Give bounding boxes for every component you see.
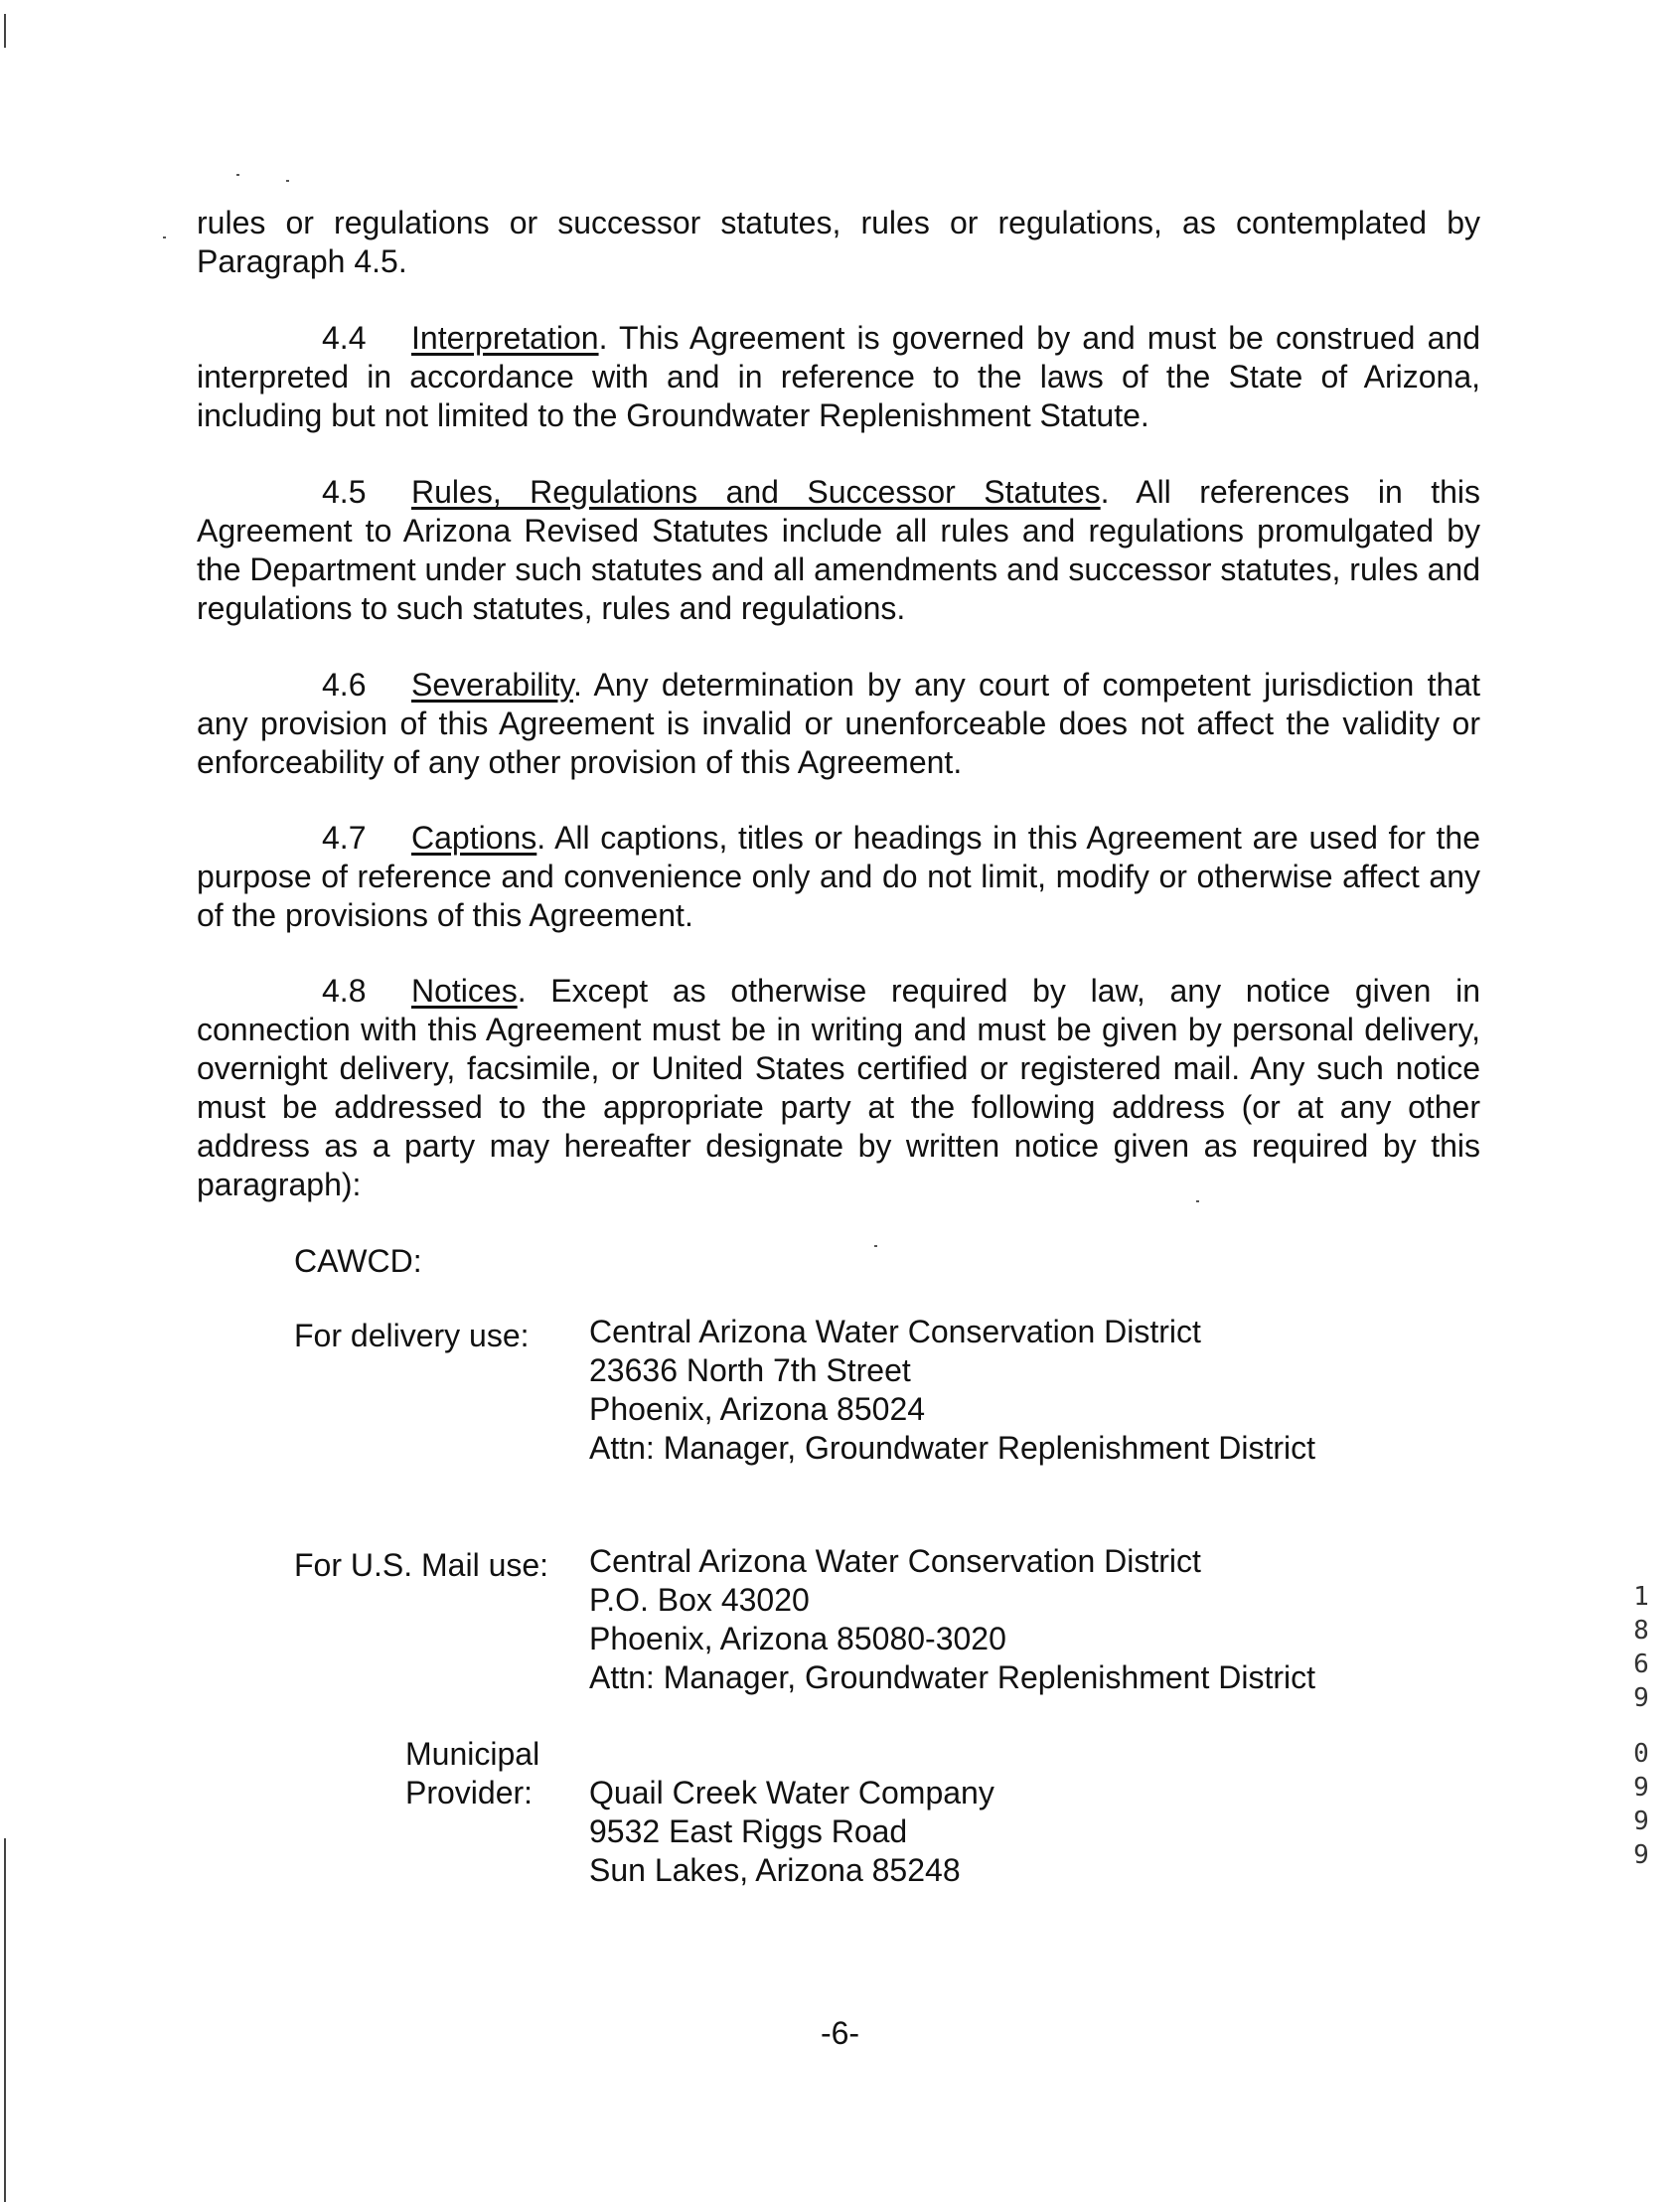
stamp-digit: 6 xyxy=(1633,1650,1649,1679)
address-line: 23636 North 7th Street xyxy=(589,1352,911,1388)
stamp-digit: 9 xyxy=(1633,1807,1649,1836)
provider-label-line: Municipal xyxy=(405,1736,540,1772)
section-caption: Captions xyxy=(411,820,537,856)
section-caption: Severability xyxy=(411,667,574,703)
section-text: . All references in this Agreement to Arizona Revised Statutes include all rules and regulations promulgated by the Department under such statutes and all amendments and successor statutes, rules and regulations to such statutes, rules and regulations. xyxy=(197,474,1480,626)
page-number: -6- xyxy=(820,2015,860,2051)
section-number: 4.6 xyxy=(322,667,367,703)
address-line: Phoenix, Arizona 85080-3020 xyxy=(589,1621,1006,1656)
section-text: . Except as otherwise required by law, any notice given in connection with this Agreement must be in writing and must be given by personal delivery, overnight delivery, facsimile, or United States certified or registered mail. Any such notice must be addressed to the appropriate party at the following address (or at any other address as a party may hereafter designate by written notice given as required by this paragraph): xyxy=(197,973,1480,1202)
scan-speck xyxy=(874,1245,877,1247)
scan-edge-mark xyxy=(4,14,6,48)
section-text: . Any determination by any court of competent jurisdiction that any provision of this Agreement is invalid or unenforceable does not affect the validity or enforceability of any other provision of this Agreement. xyxy=(197,667,1480,780)
provider-label xyxy=(405,1735,539,1812)
stamp-gap xyxy=(1629,1715,1653,1737)
address-line: Attn: Manager, Groundwater Replenishment District xyxy=(589,1659,1315,1695)
mail-label: For U.S. Mail use: xyxy=(294,1547,549,1583)
section-4-7 xyxy=(197,819,1480,935)
section-number: 4.4 xyxy=(322,320,367,356)
cawcd-label: CAWCD: xyxy=(294,1243,422,1279)
address-line: Quail Creek Water Company xyxy=(589,1775,994,1810)
scan-speck xyxy=(163,236,166,238)
stamp-digit: 0 xyxy=(1633,1739,1649,1769)
address-line: Central Arizona Water Conservation District xyxy=(589,1543,1201,1579)
section-text: . All captions, titles or headings in this Agreement are used for the purpose of reference and convenience only and do not limit, modify or otherwise affect any of the provisions of this Agreement. xyxy=(197,820,1480,933)
scan-speck xyxy=(286,180,289,182)
scan-speck xyxy=(236,174,239,176)
section-caption: Notices xyxy=(411,973,518,1009)
stamp-digit: 9 xyxy=(1633,1683,1649,1713)
provider-address xyxy=(589,1774,994,1890)
intro-paragraph xyxy=(197,204,1480,281)
intro-text: rules or regulations or successor statutes, rules or regulations, as contemplated by Paragraph 4.5. xyxy=(197,205,1480,279)
address-line: Sun Lakes, Arizona 85248 xyxy=(589,1852,961,1888)
section-4-4 xyxy=(197,319,1480,435)
address-line: P.O. Box 43020 xyxy=(589,1582,810,1618)
section-number: 4.5 xyxy=(322,474,367,510)
section-4-5 xyxy=(197,473,1480,628)
stamp-digit: 9 xyxy=(1633,1773,1649,1803)
mail-address xyxy=(589,1542,1315,1697)
stamp-digit: 1 xyxy=(1633,1582,1649,1612)
section-4-6 xyxy=(197,666,1480,782)
section-4-8 xyxy=(197,972,1480,1204)
delivery-label: For delivery use: xyxy=(294,1318,530,1353)
address-line: Attn: Manager, Groundwater Replenishment District xyxy=(589,1430,1315,1466)
provider-label-line: Provider: xyxy=(405,1775,534,1810)
section-number: 4.7 xyxy=(322,820,367,856)
docket-stamp xyxy=(1629,1580,1653,1872)
address-line: Central Arizona Water Conservation District xyxy=(589,1314,1201,1349)
address-line: Phoenix, Arizona 85024 xyxy=(589,1391,926,1427)
address-line: 9532 East Riggs Road xyxy=(589,1813,908,1849)
section-text: . This Agreement is governed by and must be construed and interpreted in accordance with and in reference to the laws of the State of Arizona, including but not limited to the Groundwater Replenishment Statute. xyxy=(197,320,1480,433)
section-caption: Rules, Regulations and Successor Statutes xyxy=(411,474,1101,510)
section-caption: Interpretation xyxy=(411,320,599,356)
stamp-digit: 8 xyxy=(1633,1616,1649,1646)
stamp-digit: 9 xyxy=(1633,1840,1649,1870)
section-number: 4.8 xyxy=(322,973,367,1009)
delivery-address xyxy=(589,1313,1315,1468)
